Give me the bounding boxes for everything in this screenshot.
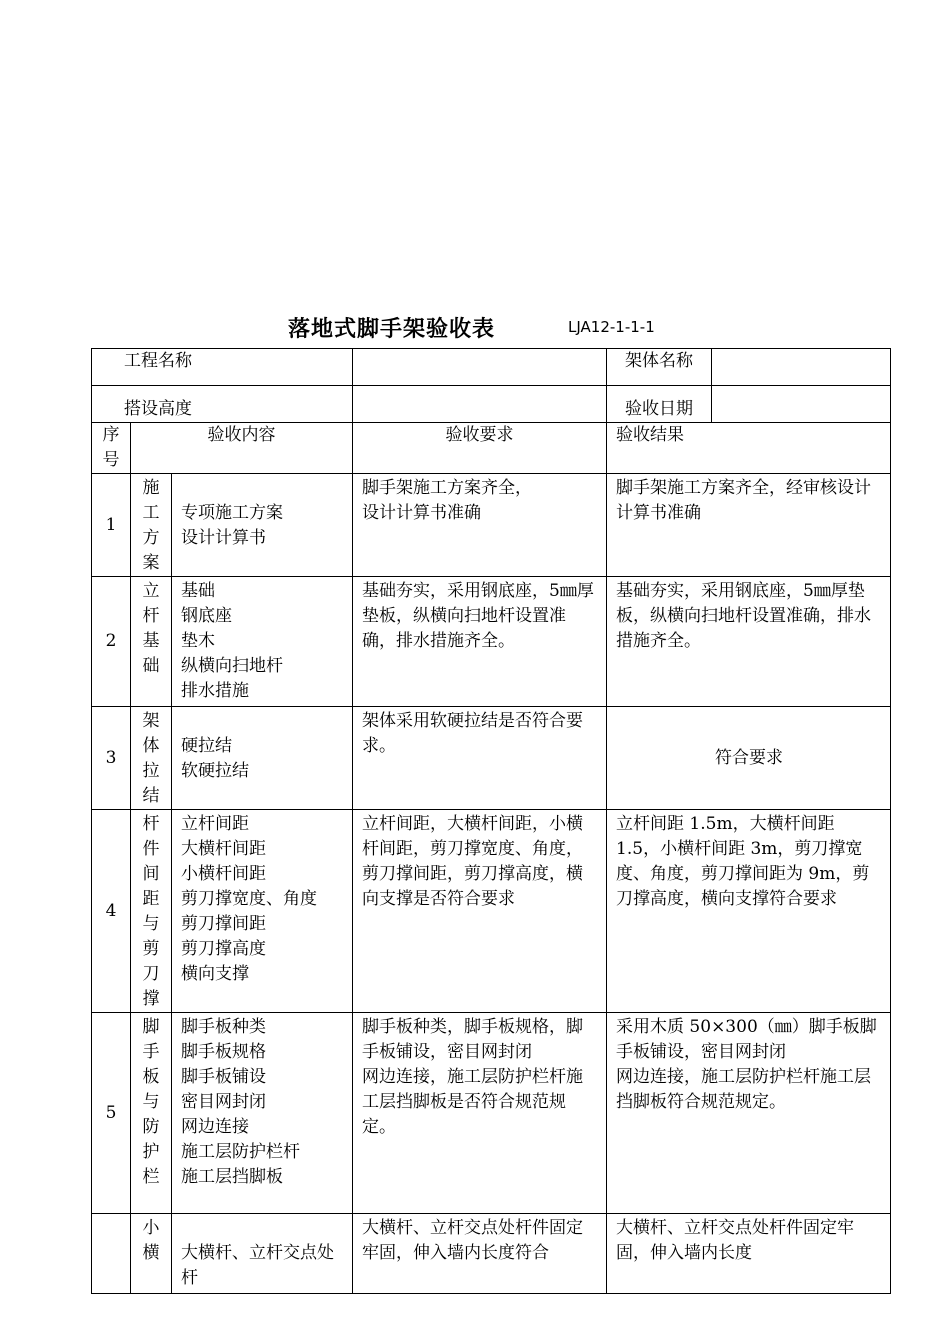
table-row — [92, 810, 891, 1013]
item-text: 钢底座 — [181, 606, 232, 626]
info-row-1 — [92, 349, 891, 386]
category-char: 栏 — [142, 1167, 160, 1187]
item-text: 剪刀撑间距 — [181, 914, 266, 934]
category-char: 件 — [142, 839, 160, 859]
project-name-value[interactable] — [353, 349, 607, 386]
item-text: 设计计算书 — [181, 528, 266, 548]
item-text — [181, 1216, 350, 1241]
table-row — [92, 1214, 891, 1294]
item-text: 横向支撑 — [181, 964, 249, 984]
row-category — [131, 810, 172, 1013]
category-char: 工 — [142, 503, 160, 523]
row-requirement: 架体采用软硬拉结是否符合要求。 — [353, 707, 607, 810]
item-text: 纵横向扫地杆 — [181, 656, 283, 676]
row-requirement: 立杆间距，大横杆间距，小横杆间距，剪刀撑宽度、角度，剪刀撑间距，剪刀撑高度，横向支撑是否符合要求 — [353, 810, 607, 1013]
table-row — [92, 1013, 891, 1214]
frame-name-value[interactable] — [712, 349, 891, 386]
category-char: 护 — [142, 1142, 160, 1162]
frame-name-label: 架体名称 — [607, 349, 712, 386]
info-row-2 — [92, 386, 891, 423]
row-items — [172, 577, 353, 707]
item-text: 硬拉结 — [181, 736, 232, 756]
row-requirement: 大横杆、立杆交点处杆件固定牢固，伸入墙内长度符合 — [353, 1214, 607, 1294]
row-items — [172, 474, 353, 577]
item-text: 基础 — [181, 581, 215, 601]
table-row — [92, 577, 891, 707]
category-char: 脚 — [142, 1017, 160, 1037]
item-text: 施工层防护栏杆 — [181, 1142, 300, 1162]
row-number: 3 — [92, 707, 131, 810]
category-char: 防 — [142, 1117, 160, 1137]
row-result: 脚手架施工方案齐全，经审核设计计算书准确 — [607, 474, 891, 577]
category-char: 刀 — [142, 964, 160, 984]
title-row — [0, 312, 950, 342]
table-row — [92, 707, 891, 810]
project-name-label: 工程名称 — [92, 349, 353, 386]
item-text: 脚手板规格 — [181, 1042, 266, 1062]
category-char: 与 — [142, 914, 160, 934]
col-header-content: 验收内容 — [131, 423, 353, 474]
category-char: 础 — [142, 656, 160, 676]
row-items — [172, 1214, 353, 1294]
category-char: 撑 — [142, 989, 160, 1009]
row-result: 符合要求 — [607, 707, 891, 810]
row-category — [131, 1214, 172, 1294]
item-text: 脚手板铺设 — [181, 1067, 266, 1087]
row-result: 大横杆、立杆交点处杆件固定牢固，伸入墙内长度 — [607, 1214, 891, 1294]
col-header-seq: 序号 — [92, 423, 131, 474]
form-code: LJA12-1-1-1 — [568, 318, 655, 336]
row-result: 立杆间距 1.5m，大横杆间距 1.5，小横杆间距 3m，剪刀撑宽度、角度，剪刀撑间距为 9m，剪刀撑高度，横向支撑符合要求 — [607, 810, 891, 1013]
category-char: 间 — [142, 864, 160, 884]
item-text: 小横杆间距 — [181, 864, 266, 884]
row-category — [131, 474, 172, 577]
row-number: 4 — [92, 810, 131, 1013]
row-number: 1 — [92, 474, 131, 577]
table-row — [92, 474, 891, 577]
category-char: 架 — [142, 711, 160, 731]
category-char: 横 — [142, 1243, 160, 1263]
row-requirement: 脚手板种类，脚手板规格，脚手板铺设，密目网封闭 网边连接，施工层防护栏杆施工层挡脚板是否符合规范规定。 — [353, 1013, 607, 1214]
item-text: 网边连接 — [181, 1117, 249, 1137]
row-result: 基础夯实，采用钢底座，5㎜厚垫板，纵横向扫地杆设置准确，排水措施齐全。 — [607, 577, 891, 707]
item-text: 剪刀撑高度 — [181, 939, 266, 959]
category-char: 施 — [142, 478, 160, 498]
item-text: 大横杆间距 — [181, 839, 266, 859]
item-text: 垫木 — [181, 631, 215, 651]
item-text: 施工层挡脚板 — [181, 1167, 283, 1187]
category-char: 板 — [142, 1067, 160, 1087]
category-char: 基 — [142, 631, 160, 651]
date-label: 验收日期 — [607, 386, 712, 423]
category-char: 体 — [142, 736, 160, 756]
row-items — [172, 707, 353, 810]
row-category — [131, 577, 172, 707]
item-text: 剪刀撑宽度、角度 — [181, 889, 317, 909]
item-text: 密目网封闭 — [181, 1092, 266, 1112]
height-label: 搭设高度 — [92, 386, 353, 423]
category-char: 案 — [142, 553, 160, 573]
item-text: 软硬拉结 — [181, 761, 249, 781]
row-number — [92, 1214, 131, 1294]
item-text: 立杆间距 — [181, 814, 249, 834]
item-text: 大横杆、立杆交点处杆 — [181, 1243, 334, 1288]
category-char: 小 — [142, 1218, 160, 1238]
row-number: 5 — [92, 1013, 131, 1214]
col-header-result: 验收结果 — [607, 423, 891, 474]
category-char: 剪 — [142, 939, 160, 959]
category-char: 方 — [142, 528, 160, 548]
category-char: 距 — [142, 889, 160, 909]
col-header-requirement: 验收要求 — [353, 423, 607, 474]
row-requirement: 基础夯实，采用钢底座，5㎜厚垫板，纵横向扫地杆设置准确，排水措施齐全。 — [353, 577, 607, 707]
row-result: 采用木质 50×300（㎜）脚手板脚手板铺设，密目网封闭 网边连接，施工层防护栏杆施工层挡脚板符合规范规定。 — [607, 1013, 891, 1214]
category-char: 手 — [142, 1042, 160, 1062]
row-category — [131, 1013, 172, 1214]
row-requirement: 脚手架施工方案齐全， 设计计算书准确 — [353, 474, 607, 577]
item-text: 脚手板种类 — [181, 1017, 266, 1037]
category-char: 杆 — [142, 814, 160, 834]
item-text: 排水措施 — [181, 681, 249, 701]
row-items — [172, 1013, 353, 1214]
height-value[interactable] — [353, 386, 607, 423]
category-char: 杆 — [142, 606, 160, 626]
page-title: 落地式脚手架验收表 — [288, 317, 496, 342]
date-value[interactable] — [712, 386, 891, 423]
category-char: 结 — [142, 786, 160, 806]
inspection-table — [91, 348, 891, 1294]
category-char: 与 — [142, 1092, 160, 1112]
row-items — [172, 810, 353, 1013]
column-header-row — [92, 423, 891, 474]
row-number: 2 — [92, 577, 131, 707]
category-char: 立 — [142, 581, 160, 601]
row-category — [131, 707, 172, 810]
item-text: 专项施工方案 — [181, 503, 283, 523]
category-char: 拉 — [142, 761, 160, 781]
